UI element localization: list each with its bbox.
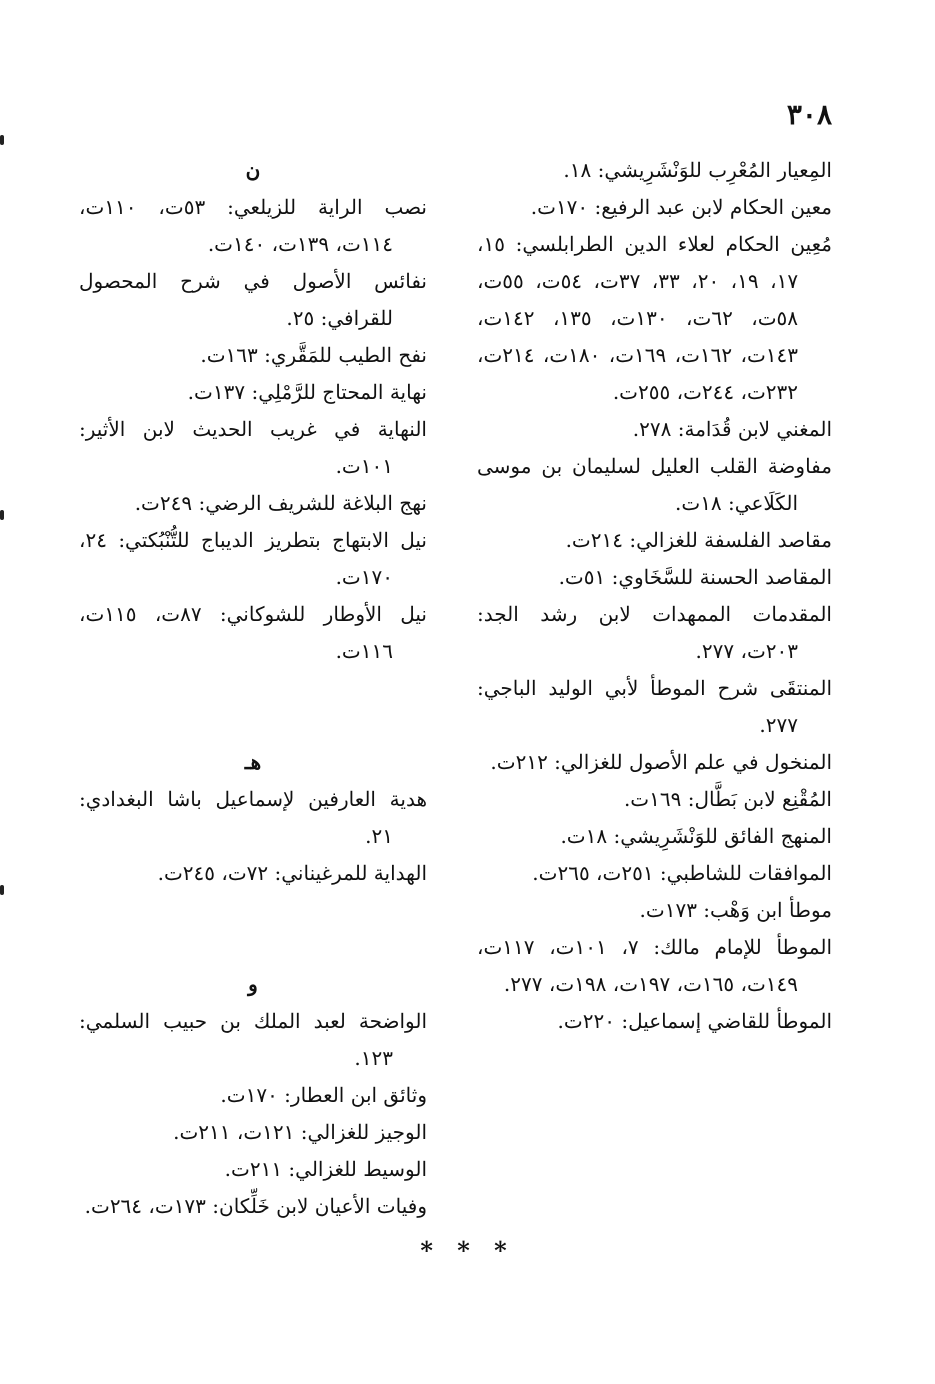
- section-letter-noon: ن: [245, 158, 261, 182]
- index-entry: مفاوضة القلب العليل لسليمان بن موسى الكَلَاعي: ١٨ت.: [477, 454, 832, 515]
- index-entry: الوجيز للغزالي: ١٢١ت، ٢١١ت.: [173, 1120, 427, 1144]
- index-entry: نهج البلاغة للشريف الرضي: ٢٤٩ت.: [134, 491, 427, 515]
- index-entry: موطأ ابن وَهْب: ١٧٣ت.: [639, 898, 832, 922]
- section-letter-waw: و: [248, 972, 258, 996]
- scan-edge-mark: [0, 510, 4, 520]
- index-entry: الموافقات للشاطبي: ٢٥١ت، ٢٦٥ت.: [532, 861, 832, 885]
- index-entry: مُعِين الحكام لعلاء الدين الطرابلسي: ١٥، ١٧، ١٩، ٢٠، ٣٣، ٣٧ت، ٥٤ت، ٥٥ت، ٥٨ت، ٦٢ت، ١٣٠ت، ١٣٥، ١٤٢ت، ١٤٣ت، ١٦٢ت، ١٦٩ت، ١٨٠ت، ٢١٤ت، ٢٣٢ت، ٢٤٤ت، ٢٥٥ت.: [477, 232, 832, 404]
- index-entry: المغني لابن قُدَامة: ٢٧٨.: [632, 417, 832, 441]
- index-column-right: [477, 152, 832, 1040]
- index-column-left: [79, 152, 427, 1225]
- index-entry: وثائق ابن العطار: ١٧٠ت.: [220, 1083, 427, 1107]
- page-number: ٣٠٨: [786, 98, 832, 131]
- index-entry: الموطأ للإمام مالك: ٧، ١٠١ت، ١١٧ت، ١٤٩ت، ١٦٥ت، ١٩٧ت، ١٩٨ت، ٢٧٧.: [477, 935, 833, 996]
- index-entry: نفح الطيب للمَقَّري: ١٦٣ت.: [200, 343, 427, 367]
- index-entry: الواضحة لعبد الملك بن حبيب السلمي: ١٢٣.: [79, 1009, 427, 1070]
- index-entry: المنخول في علم الأصول للغزالي: ٢١٢ت.: [490, 750, 832, 774]
- scan-edge-mark: [0, 885, 4, 895]
- end-ornament: * * *: [420, 1236, 515, 1265]
- index-entry: المنهج الفائق للوَنْشَرِيشي: ١٨ت.: [560, 824, 832, 848]
- index-entry: نهاية المحتاج للرَّمْلِي: ١٣٧ت.: [187, 380, 427, 404]
- index-entry: مقاصد الفلسفة للغزالي: ٢١٤ت.: [565, 528, 832, 552]
- index-entry: الهداية للمرغيناني: ٧٢ت، ٢٤٥ت.: [157, 861, 427, 885]
- index-entry: نفائس الأصول في شرح المحصول للقرافي: ٢٥.: [79, 269, 427, 330]
- index-entry: نيل الابتهاج بتطريز الديباج للتُّنْبُكتي: ٢٤، ١٧٠ت.: [79, 528, 427, 589]
- index-entry: هدية العارفين لإسماعيل باشا البغدادي: ٢١.: [79, 787, 427, 848]
- index-entry: الوسيط للغزالي: ٢١١ت.: [224, 1157, 427, 1181]
- index-entry: المُقْنِع لابن بَطَّال: ١٦٩ت.: [623, 787, 832, 811]
- section-letter-haa: هـ: [244, 750, 262, 774]
- index-entry: المقدمات الممهدات لابن رشد الجد: ٢٠٣ت، ٢٧٧.: [477, 602, 832, 663]
- index-entry: نيل الأوطار للشوكاني: ٨٧ت، ١١٥ت، ١١٦ت.: [79, 602, 427, 663]
- index-entry: المقاصد الحسنة للسَّخَاوي: ٥١ت.: [558, 565, 832, 589]
- index-entry: الموطأ للقاضي إسماعيل: ٢٢٠ت.: [557, 1009, 832, 1033]
- index-entry: النهاية في غريب الحديث لابن الأثير: ١٠١ت.: [79, 417, 427, 478]
- index-entry: وفيات الأعيان لابن خَلِّكان: ١٧٣ت، ٢٦٤ت.: [84, 1194, 427, 1218]
- index-entry: المنتقَى شرح الموطأ لأبي الوليد الباجي: ٢٧٧.: [477, 676, 832, 737]
- scan-edge-mark: [0, 135, 4, 145]
- index-entry: معين الحكام لابن عبد الرفيع: ١٧٠ت.: [530, 195, 832, 219]
- index-entry: المِعيار المُعْرِب للوَنْشَرِيشي: ١٨.: [563, 158, 832, 182]
- index-entry: نصب الراية للزيلعي: ٥٣ت، ١١٠ت، ١١٤ت، ١٣٩ت، ١٤٠ت.: [79, 195, 427, 256]
